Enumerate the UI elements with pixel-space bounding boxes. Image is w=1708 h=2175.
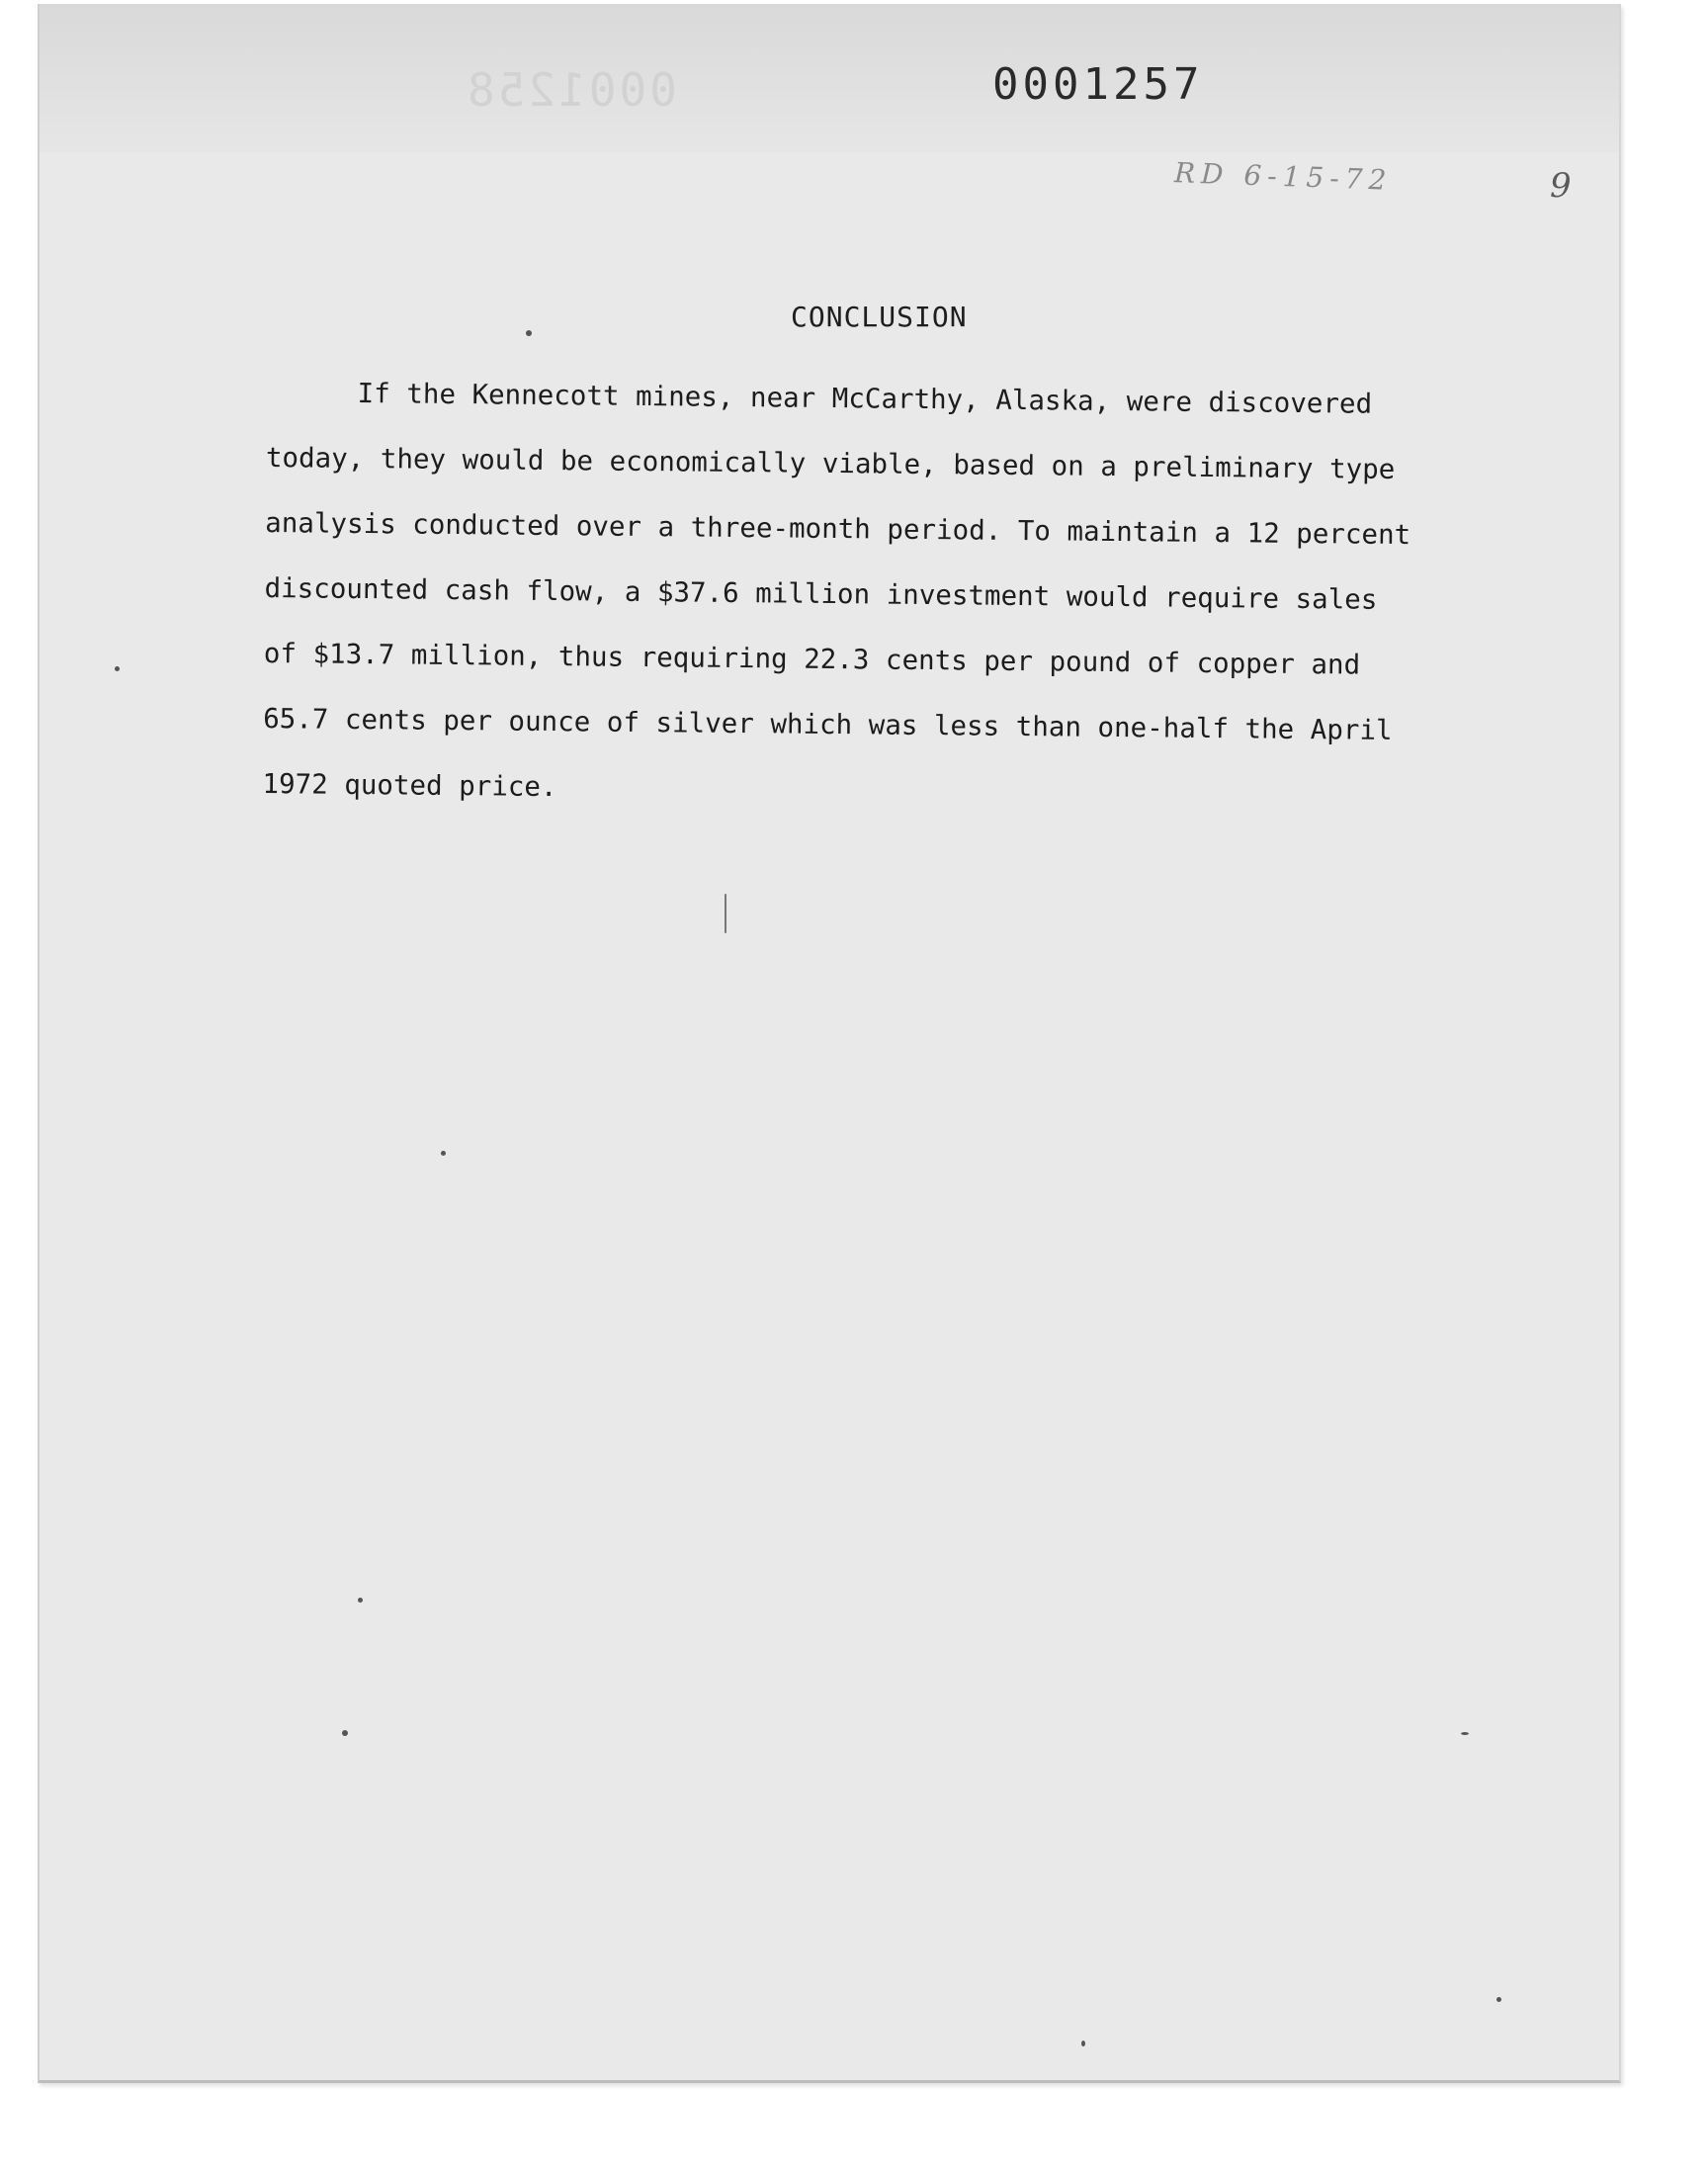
scan-speck — [342, 1730, 348, 1736]
scan-speck — [725, 894, 726, 933]
paragraph-line: today, they would be economically viable, based on a preliminary type — [265, 441, 1396, 485]
bleed-through-number: 0001258 — [465, 63, 677, 117]
scan-speck — [115, 666, 120, 671]
paragraph-line: of $13.7 million, thus requiring 22.3 cents per pound of copper and — [263, 637, 1361, 681]
scan-speck — [1081, 2041, 1085, 2046]
paragraph-line: discounted cash flow, a $37.6 million investment would require sales — [264, 571, 1378, 616]
scan-speck — [1461, 1732, 1469, 1735]
document-page — [38, 4, 1621, 2083]
scan-speck — [358, 1598, 363, 1603]
document-number: 0001257 — [992, 59, 1204, 110]
paragraph-line: 65.7 cents per ounce of silver which was less than one-half the April — [263, 702, 1393, 746]
conclusion-paragraph — [262, 360, 1512, 829]
section-heading: CONCLUSION — [791, 301, 968, 333]
scanned-header-band — [40, 4, 1619, 152]
paragraph-line: If the Kennecott mines, near McCarthy, Alaska, were discovered — [357, 377, 1373, 420]
paragraph-line: 1972 quoted price. — [262, 767, 557, 804]
scan-speck — [441, 1151, 446, 1156]
scan-speck — [1496, 1997, 1501, 2002]
scan-speck — [526, 330, 532, 336]
paragraph-line: analysis conducted over a three-month period. To maintain a 12 percent — [265, 506, 1411, 552]
handwritten-note: RD 6-15-72 — [1173, 156, 1393, 197]
page-mark: 9 — [1550, 166, 1572, 206]
